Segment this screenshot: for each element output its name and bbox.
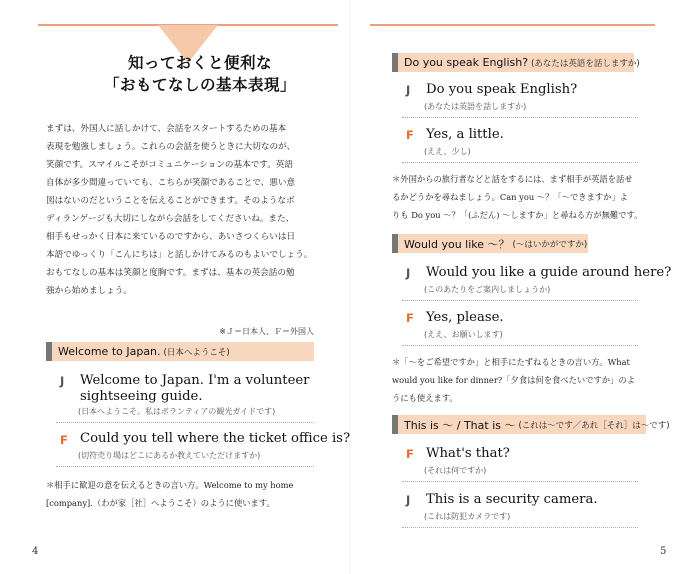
note-line: ＊外国からの旅行者などと話をするには、まず相手が英語を話せ <box>392 174 633 184</box>
english-phrase: Welcome to Japan. I'm a volunteer <box>80 373 310 388</box>
note-line: [company].（わが家［社］へようこそ）のように使います。 <box>46 498 275 508</box>
section-header-welcome <box>46 342 314 361</box>
speaker-j: J <box>406 493 411 507</box>
section-label <box>398 53 640 72</box>
dotted-separator <box>402 117 638 118</box>
speaker-f: F <box>406 447 414 461</box>
section-label <box>398 415 670 434</box>
usage-note <box>46 476 293 512</box>
intro-line: 図はないのだということを伝えることができます。そのようなボ <box>46 196 295 206</box>
english-phrase: Could you tell where the ticket office is? <box>80 431 351 446</box>
intro-line: まずは、外国人に話しかけて、会話をスタートするための基本 <box>46 124 287 134</box>
speaker-f: F <box>60 433 68 447</box>
dotted-separator <box>402 527 638 528</box>
speaker-legend: ※Ｊ＝日本人、Ｆ＝外国人 <box>219 327 314 336</box>
section-subtitle: (これは～です／あれ［それ］は～です) <box>518 420 670 431</box>
intro-line: 自体が多少間違っていても、こちらが笑顔であることで、悪い意 <box>46 178 296 188</box>
section-header-speak-english <box>392 53 640 72</box>
note-line: ＊「～をご希望ですか」と相手にたずねるときの言い方。What <box>392 357 630 367</box>
note-line: ＊相手に歓迎の意を伝えるときの言い方。Welcome to my home <box>46 480 294 490</box>
section-header-would-you-like <box>392 234 588 253</box>
speaker-j: J <box>60 374 65 388</box>
intro-line: 相手もせっかく日本に来ているのですから、あいさつくらいは日 <box>46 232 296 242</box>
english-phrase: What's that? <box>426 446 510 461</box>
note-line: would you like for dinner?「夕食は何を食べたいですか」のよ <box>392 375 635 385</box>
japanese-translation: (切符売り場はどこにあるか教えていただけますか) <box>78 451 261 460</box>
speaker-f: F <box>406 311 414 325</box>
speaker-f: F <box>406 128 414 142</box>
section-label <box>398 234 588 253</box>
intro-paragraph <box>46 120 314 300</box>
japanese-translation: (これは防犯カメラです) <box>424 512 511 521</box>
section-label <box>52 342 314 361</box>
speaker-j: J <box>406 83 411 97</box>
dotted-separator <box>56 466 314 467</box>
dotted-separator <box>402 162 638 163</box>
japanese-translation: (ええ、お願いします) <box>424 330 503 339</box>
top-rule-right <box>370 24 655 26</box>
dotted-separator <box>402 300 638 301</box>
page-number-left: 4 <box>32 546 39 557</box>
japanese-translation: (ええ、少し) <box>424 147 471 156</box>
section-subtitle: (あなたは英語を話しますか) <box>531 58 640 69</box>
english-phrase-cont: sightseeing guide. <box>80 389 203 404</box>
intro-line: 本語でゆっくり「こんにちは」と話しかけてみるのもよいでしょう。 <box>46 250 313 260</box>
english-phrase: Yes, please. <box>426 310 504 325</box>
section-subtitle: (日本へようこそ) <box>163 347 230 358</box>
note-line: りも Do you ～？「(ふだん) ～しますか」と尋ねる方が無難です。 <box>392 210 643 220</box>
japanese-translation: (あなたは英語を話しますか) <box>424 102 527 111</box>
note-line: るかどうかを尋ねましょう。Can you ～？「～できますか」よ <box>392 192 629 202</box>
dotted-separator <box>56 422 314 423</box>
japanese-translation: (日本へようこそ。私はボランティアの観光ガイドです) <box>78 407 276 416</box>
intro-line: 表現を勉強しましょう。これらの会話を使うときに大切なのが、 <box>46 142 296 152</box>
english-phrase: Yes, a little. <box>426 127 504 142</box>
note-line: うにも使えます。 <box>392 393 458 403</box>
book-gutter <box>349 0 351 574</box>
intro-line: 笑顔です。スマイルこそがコミュニケーションの基本です。英語 <box>46 160 293 170</box>
page-title-line1: 知っておくと便利な <box>127 54 272 72</box>
section-header-this-is <box>392 415 670 434</box>
english-phrase: This is a security camera. <box>426 492 598 507</box>
japanese-translation: (このあたりをご案内しましょうか) <box>424 285 551 294</box>
section-title: Do you speak English? <box>404 56 529 69</box>
section-title: Welcome to Japan. <box>58 345 161 358</box>
intro-line: 強から始めましょう。 <box>46 286 132 296</box>
section-title: This is ～ / That is ～ <box>404 418 516 432</box>
intro-line: おもてなしの基本は笑顔と度胸です。まずは、基本の英会話の勉 <box>46 268 295 278</box>
section-subtitle: (～はいかがですか) <box>512 239 588 250</box>
intro-line: ディランゲージも大切にしながら会話をしてくださいね。また、 <box>46 214 295 224</box>
usage-note <box>392 170 642 224</box>
page-number-right: 5 <box>660 546 667 557</box>
dotted-separator <box>402 481 638 482</box>
speaker-j: J <box>406 266 411 280</box>
dotted-separator <box>402 345 638 346</box>
usage-note <box>392 353 635 407</box>
english-phrase: Would you like a guide around here? <box>426 265 672 280</box>
japanese-translation: (それは何ですか) <box>424 466 487 475</box>
section-title: Would you like ～？ <box>404 237 510 251</box>
english-phrase: Do you speak English? <box>426 82 578 97</box>
page-title-line2: 「おもてなしの基本表現」 <box>103 76 296 94</box>
